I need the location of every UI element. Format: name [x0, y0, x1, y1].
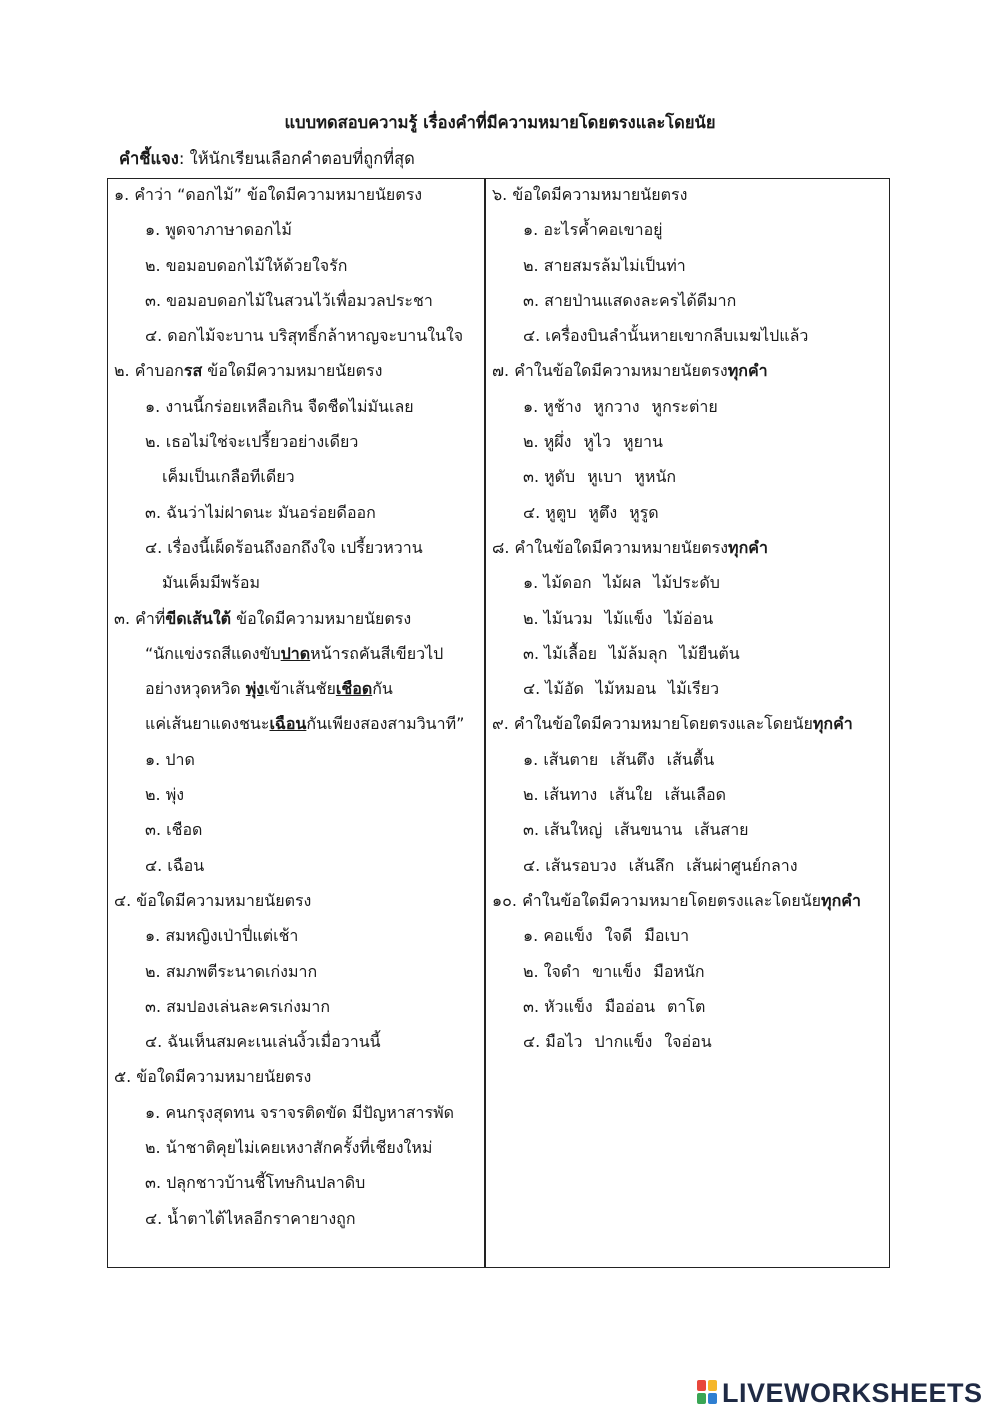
question-2-choice-4-cont[interactable]: มันเค็มมีพร้อม: [162, 573, 261, 593]
q8-c2-w2: ไม้แข็ง: [604, 608, 653, 628]
q7-c4-w2: หูตึง: [588, 502, 618, 522]
q8-c4-w3: ไม้เรียว: [668, 679, 720, 699]
question-3-choice-2[interactable]: ๒. พุ่ง: [145, 785, 185, 805]
question-10-stem: [492, 886, 887, 921]
question-5-choice-4[interactable]: ๔. น้ำตาไต้ไหลอีกราคายางถูก: [145, 1208, 356, 1228]
q2-stem-post: ข้อใดมีความหมายนัยตรง: [202, 361, 383, 381]
q10-c3-w3: ตาโต: [667, 996, 706, 1016]
question-9-choice-3[interactable]: [492, 815, 887, 850]
q3-stem-post: ข้อใดมีความหมายนัยตรง: [231, 608, 412, 628]
q3-p1-underline: ปาด: [280, 643, 311, 663]
q10-c1-w2: ใจดี: [604, 926, 633, 946]
q3-p2c: กัน: [372, 679, 393, 699]
question-8-choice-2[interactable]: [492, 604, 887, 639]
question-3-passage-3: [114, 709, 480, 744]
q8-c1-w3: ไม้ประดับ: [653, 573, 720, 593]
q3-p2b: เข้าเส้นชัย: [264, 679, 336, 699]
question-4-stem: ๔. ข้อใดมีความหมายนัยตรง: [114, 890, 312, 910]
question-3-passage-1: [114, 639, 480, 674]
question-1-choice-4[interactable]: ๔. ดอกไม้จะบาน บริสุทธิ์กล้าหาญจะบานในใจ: [145, 326, 464, 346]
q9-stem-bold: ทุกคำ: [812, 714, 853, 734]
q8-c2-w1: ๒. ไม้นวม: [523, 608, 593, 628]
liveworksheets-logo: [697, 1376, 983, 1410]
worksheet-title: แบบทดสอบความรู้ เรื่องคำที่มีความหมายโดยตรงและโดยนัย: [284, 113, 716, 132]
question-6-choice-2[interactable]: ๒. สายสมรล้มไม่เป็นท่า: [523, 255, 686, 275]
question-2-choice-3[interactable]: ๓. ฉันว่าไม่ฝาดนะ มันอร่อยดีออก: [145, 502, 376, 522]
question-1-stem: ๑. คำว่า “ดอกไม้” ข้อใดมีความหมายนัยตรง: [114, 185, 423, 204]
q3-p3-underline: เฉือน: [269, 714, 307, 734]
question-9-choice-4[interactable]: [492, 851, 887, 886]
question-5-choice-2[interactable]: ๒. น้าชาติคุยไม่เคยเหงาสักครั้งที่เชียงใหม่: [145, 1138, 433, 1158]
q3-p2-underline-2: เชือด: [335, 679, 373, 699]
question-2-choice-1[interactable]: ๑. งานนี้กร่อยเหลือเกิน จืดชืดไม่มันเลย: [145, 396, 414, 416]
question-5-choice-1[interactable]: ๑. คนกรุงสุดทน จราจรติดขัด มีปัญหาสารพัด: [145, 1102, 455, 1122]
question-4-choice-2[interactable]: ๒. สมภพตีระนาดเก่งมาก: [145, 961, 318, 981]
question-1-choice-2[interactable]: ๒. ขอมอบดอกไม้ให้ด้วยใจรัก: [145, 255, 348, 275]
q8-stem-pre: ๘. คำในข้อใดมีความหมายนัยตรง: [492, 537, 729, 557]
q8-stem-bold: ทุกคำ: [728, 537, 768, 557]
q7-stem-pre: ๗. คำในข้อใดมีความหมายนัยตรง: [492, 361, 728, 381]
q8-c4-w1: ๔. ไม้อัด: [523, 679, 584, 699]
question-6-stem: ๖. ข้อใดมีความหมายนัยตรง: [492, 185, 688, 204]
question-6-choice-1[interactable]: ๑. อะไรค้ำคอเขาอยู่: [523, 220, 663, 240]
q10-c1-w1: ๑. คอแข็ง: [523, 926, 593, 946]
q7-c2-w1: ๒. หูผึ่ง: [523, 432, 572, 452]
question-10-choice-4[interactable]: [492, 1027, 887, 1062]
q10-c1-w3: มือเบา: [644, 926, 690, 946]
q7-c4-w1: ๔. หูตูบ: [523, 502, 577, 522]
q9-c3-w3: เส้นสาย: [694, 820, 749, 840]
question-6-choice-3[interactable]: ๓. สายป่านแสดงละครได้ดีมาก: [523, 290, 737, 310]
q9-c4-w2: เส้นลึก: [628, 855, 675, 875]
question-10-choice-2[interactable]: [492, 957, 887, 992]
q7-c3-w2: หูเบา: [587, 467, 623, 487]
question-7-stem: [492, 356, 887, 391]
question-10-choice-3[interactable]: [492, 992, 887, 1027]
q7-c1-w2: หูกวาง: [593, 396, 640, 416]
liveworksheets-logo-text: LIVEWORKSHEETS: [722, 1377, 983, 1408]
q3-p3b: กันเพียงสองสามวินาที”: [306, 714, 465, 734]
q10-c3-w2: มืออ่อน: [604, 996, 656, 1016]
question-7-choice-2[interactable]: [492, 427, 887, 462]
question-7-choice-4[interactable]: [492, 498, 887, 533]
q10-c2-w3: มือหนัก: [653, 961, 705, 981]
q10-c3-w1: ๓. หัวแข็ง: [523, 996, 593, 1016]
q9-c4-w3: เส้นผ่าศูนย์กลาง: [686, 855, 798, 875]
q9-c1-w3: เส้นตื้น: [666, 749, 715, 769]
q9-c1-w2: เส้นตึง: [610, 749, 655, 769]
left-column: [114, 180, 480, 1239]
q9-c2-w2: เส้นใย: [609, 785, 653, 805]
q9-c3-w2: เส้นขนาน: [614, 820, 683, 840]
q3-p3a: แค่เส้นยาแดงชนะ: [145, 714, 270, 734]
q8-c4-w2: ไม้หมอน: [595, 679, 657, 699]
q2-stem-pre: ๒. คำบอก: [114, 361, 184, 381]
question-3-choice-3[interactable]: ๓. เชือด: [145, 820, 203, 840]
question-8-choice-4[interactable]: [492, 674, 887, 709]
q7-stem-bold: ทุกคำ: [727, 361, 768, 381]
question-8-choice-1[interactable]: [492, 568, 887, 603]
q3-p2a: อย่างหวุดหวิด: [145, 679, 246, 699]
q7-c4-w3: หูรูด: [629, 502, 659, 522]
liveworksheets-logo-icon: [697, 1380, 719, 1406]
question-1-choice-1[interactable]: ๑. พูดจาภาษาดอกไม้: [145, 220, 292, 240]
q7-c1-w1: ๑. หูช้าง: [523, 396, 582, 416]
q10-c2-w1: ๒. ใจดำ: [523, 961, 581, 981]
question-3-choice-1[interactable]: ๑. ปาด: [145, 749, 195, 769]
q8-c2-w3: ไม้อ่อน: [664, 608, 714, 628]
q10-c4-w2: ปากแข็ง: [594, 1032, 653, 1052]
q2-stem-bold: รส: [183, 361, 203, 381]
q7-c3-w3: หูหนัก: [634, 467, 677, 487]
q8-c3-w1: ๓. ไม้เลื้อย: [523, 643, 597, 663]
question-5-stem: ๕. ข้อใดมีความหมายนัยตรง: [114, 1067, 312, 1087]
question-10-choice-1[interactable]: [492, 921, 887, 956]
q9-c3-w1: ๓. เส้นใหญ่: [523, 820, 603, 840]
q8-c3-w3: ไม้ยืนต้น: [679, 643, 740, 663]
question-2-choice-4[interactable]: ๔. เรื่องนี้เผ็ดร้อนถึงอกถึงใจ เปรี้ยวหวาน: [145, 537, 423, 557]
q10-c4-w1: ๔. มือไว: [523, 1032, 583, 1052]
column-divider: [484, 178, 486, 1268]
q3-stem-bold: ขีดเส้นใต้: [165, 608, 232, 628]
q3-stem-pre: ๓. คำที่: [114, 608, 166, 628]
question-6-choice-4[interactable]: ๔. เครื่องบินลำนั้นหายเขากลีบเมฆไปแล้ว: [523, 326, 809, 346]
question-1-choice-3[interactable]: ๓. ขอมอบดอกไม้ในสวนไว้เพื่อมวลประชา: [145, 290, 433, 310]
question-2-choice-2[interactable]: ๒. เธอไม่ใช่จะเปรี้ยวอย่างเดียว: [145, 432, 359, 452]
question-7-choice-3[interactable]: [492, 462, 887, 497]
question-3-passage-2: [114, 674, 480, 709]
q7-c1-w3: หูกระต่าย: [651, 396, 718, 416]
q9-c2-w1: ๒. เส้นทาง: [523, 785, 598, 805]
instructions-text: : ให้นักเรียนเลือกคำตอบที่ถูกที่สุด: [178, 149, 415, 168]
q3-p1b: หน้ารถคันสีเขียวไป: [310, 643, 444, 663]
right-column: [492, 180, 887, 1062]
q10-stem-pre: ๑๐. คำในข้อใดมีความหมายโดยตรงและโดยนัย: [492, 890, 822, 910]
q10-stem-bold: ทุกคำ: [821, 890, 861, 910]
q9-c1-w1: ๑. เส้นตาย: [523, 749, 599, 769]
question-2-stem: [114, 356, 480, 391]
instructions-label: คำชี้แจง: [119, 149, 179, 168]
q7-c2-w3: หูยาน: [623, 432, 663, 452]
question-4-choice-3[interactable]: ๓. สมปองเล่นละครเก่งมาก: [145, 996, 331, 1016]
question-5-choice-3[interactable]: ๓. ปลุกชาวบ้านชี้โทษกินปลาดิบ: [145, 1173, 366, 1193]
q3-p1a: “นักแข่งรถสีแดงขับ: [145, 643, 281, 663]
instructions: [119, 146, 415, 172]
q9-stem-pre: ๙. คำในข้อใดมีความหมายโดยตรงและโดยนัย: [492, 714, 813, 734]
q8-c1-w1: ๑. ไม้ดอก: [523, 573, 592, 593]
question-7-choice-1[interactable]: [492, 392, 887, 427]
q9-c4-w1: ๔. เส้นรอบวง: [523, 855, 617, 875]
q10-c2-w2: ขาแข็ง: [592, 961, 642, 981]
q8-c1-w2: ไม้ผล: [603, 573, 642, 593]
question-3-choice-4[interactable]: ๔. เฉือน: [145, 855, 205, 875]
q7-c2-w2: หูไว: [583, 432, 612, 452]
q3-p2-underline: พุ่ง: [245, 679, 265, 699]
question-8-choice-3[interactable]: [492, 639, 887, 674]
question-9-choice-2[interactable]: [492, 780, 887, 815]
q10-c4-w3: ใจอ่อน: [664, 1032, 712, 1052]
question-9-choice-1[interactable]: [492, 745, 887, 780]
q9-c2-w3: เส้นเลือด: [664, 785, 727, 805]
question-2-choice-2-cont[interactable]: เค็มเป็นเกลือทีเดียว: [162, 467, 295, 487]
question-3-stem: [114, 604, 480, 639]
question-8-stem: [492, 533, 887, 568]
q8-c3-w2: ไม้ล้มลุก: [608, 643, 668, 663]
q7-c3-w1: ๓. หูดับ: [523, 467, 576, 487]
question-9-stem: [492, 709, 887, 744]
question-4-choice-1[interactable]: ๑. สมหญิงเป่าปี่แต่เช้า: [145, 926, 299, 946]
question-4-choice-4[interactable]: ๔. ฉันเห็นสมคะเนเล่นงิ้วเมื่อวานนี้: [145, 1032, 381, 1052]
